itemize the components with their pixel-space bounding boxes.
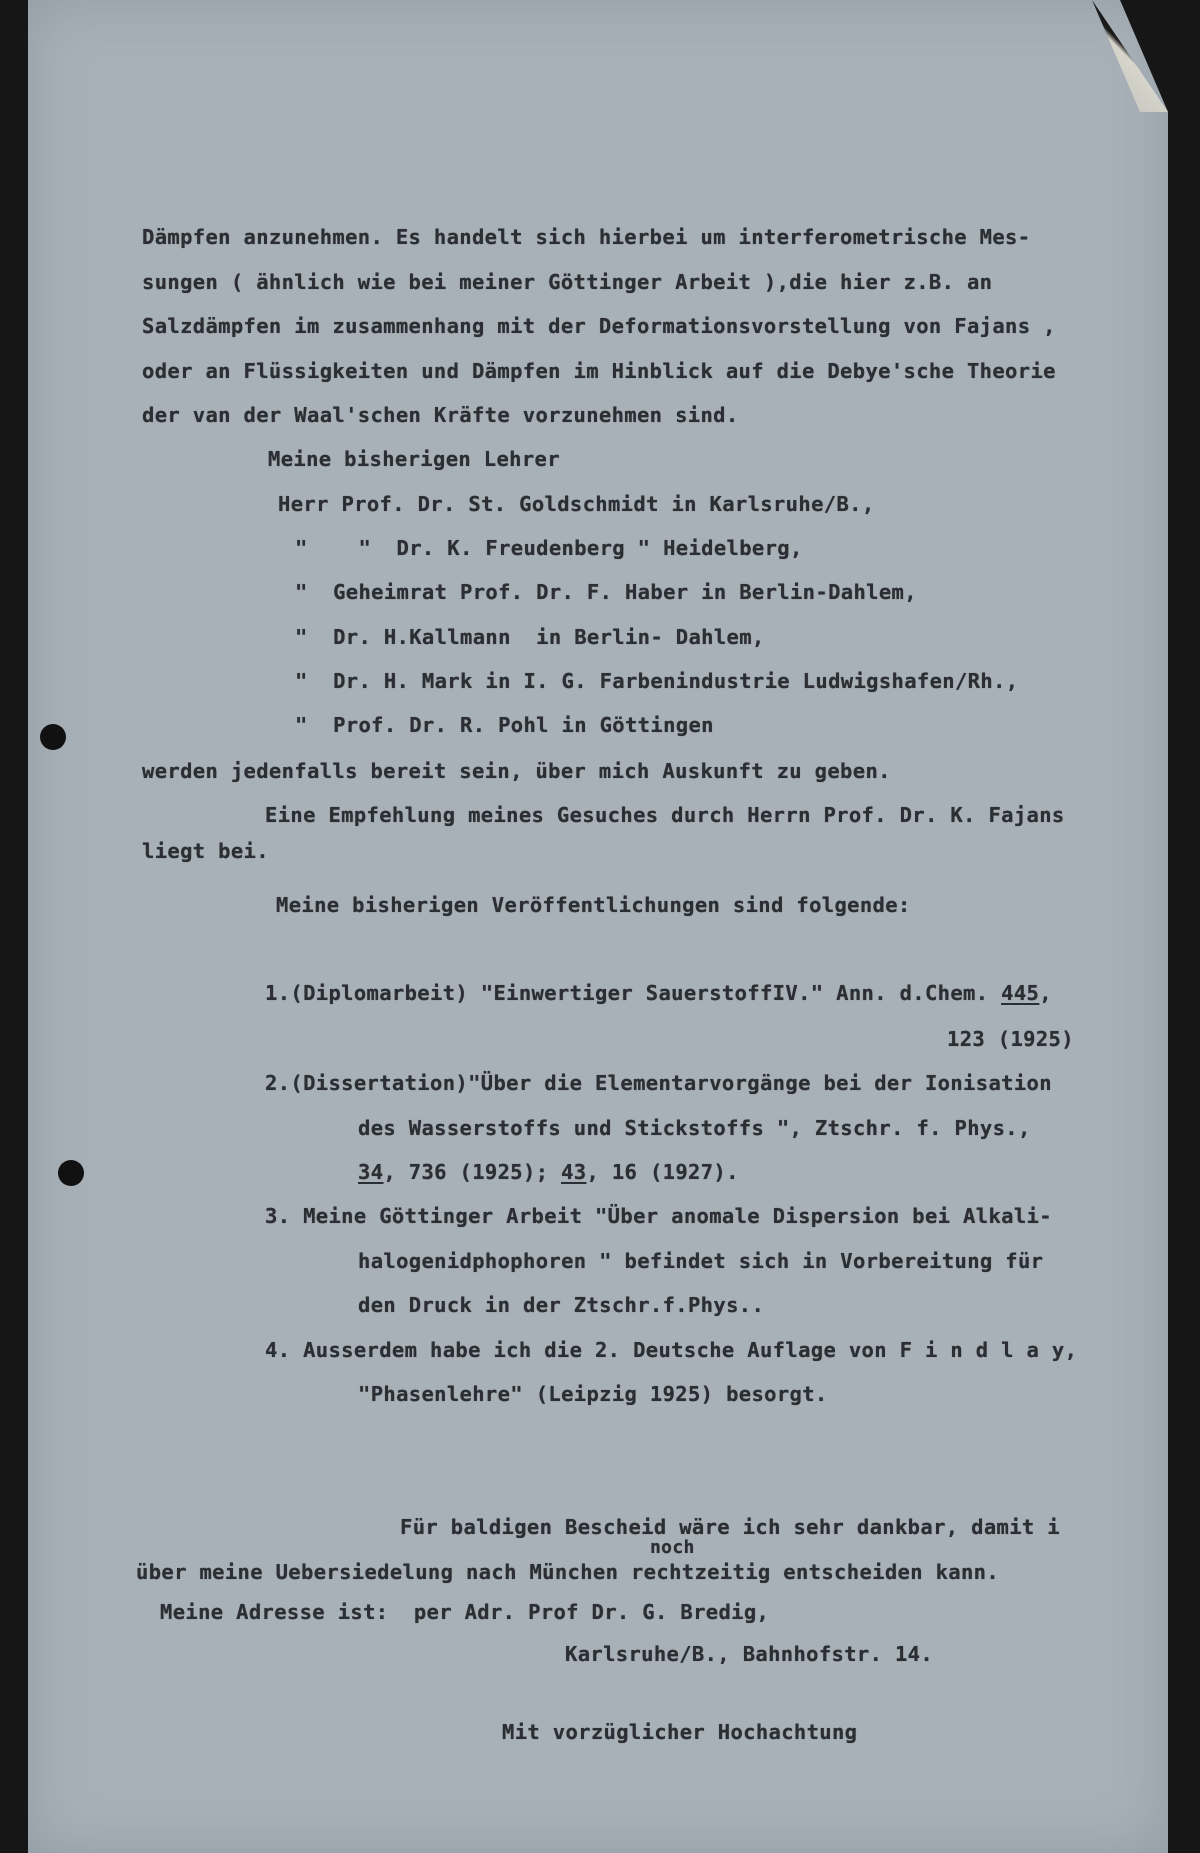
closing-line: über meine Uebersiedelung nach München rechtzeitig entscheiden kann. <box>136 1560 1000 1584</box>
inserted-word: noch <box>650 1537 695 1558</box>
address-line: Karlsruhe/B., Bahnhofstr. 14. <box>565 1642 934 1666</box>
teacher-item: " Prof. Dr. R. Pohl in Göttingen <box>295 713 714 737</box>
teacher-item: " " Dr. K. Freudenberg " Heidelberg, <box>295 536 803 560</box>
publication-2-line: des Wasserstoffs und Stickstoffs ", Ztschr. f. Phys., <box>358 1116 1031 1140</box>
text-line: der van der Waal'schen Kräfte vorzunehmen sind. <box>142 403 739 427</box>
publication-3-line: halogenidphophoren " befindet sich in Vorbereitung für <box>358 1249 1044 1273</box>
teacher-item: Herr Prof. Dr. St. Goldschmidt in Karlsruhe/B., <box>278 492 875 516</box>
publication-1: 1.(Diplomarbeit) "Einwertiger SauerstoffIV." Ann. d.Chem. 445, <box>265 981 1052 1005</box>
address-line: Meine Adresse ist: per Adr. Prof Dr. G. Bredig, <box>160 1600 770 1624</box>
publication-3: 3. Meine Göttinger Arbeit "Über anomale Dispersion bei Alkali- <box>265 1204 1052 1228</box>
text-line: Dämpfen anzunehmen. Es handelt sich hierbei um interferometrische Mes- <box>142 225 1031 249</box>
teachers-intro: Meine bisherigen Lehrer <box>268 447 560 471</box>
text-line: sungen ( ähnlich wie bei meiner Göttinger Arbeit ),die hier z.B. an <box>142 270 993 294</box>
volume-number: 445 <box>1001 981 1040 1005</box>
publications-intro: Meine bisherigen Veröffentlichungen sind folgende: <box>276 893 911 917</box>
teacher-item: " Dr. H. Mark in I. G. Farbenindustrie Ludwigshafen/Rh., <box>295 669 1019 693</box>
publication-4: 4. Ausserdem habe ich die 2. Deutsche Auflage von F i n d l a y, <box>265 1338 1078 1362</box>
teachers-close: werden jedenfalls bereit sein, über mich Auskunft zu geben. <box>142 759 891 783</box>
volume-number: 34 <box>358 1160 384 1184</box>
text-line: oder an Flüssigkeiten und Dämpfen im Hinblick auf die Debye'sche Theorie <box>142 359 1056 383</box>
publication-1-pages: 123 (1925) <box>947 1027 1074 1051</box>
publication-2: 2.(Dissertation)"Über die Elementarvorgänge bei der Ionisation <box>265 1071 1052 1095</box>
publication-3-line: den Druck in der Ztschr.f.Phys.. <box>358 1293 765 1317</box>
text-line: Eine Empfehlung meines Gesuches durch Herrn Prof. Dr. K. Fajans <box>265 803 1065 827</box>
closing-line: Für baldigen Bescheid wäre ich sehr dankbar, damit i <box>400 1515 1060 1539</box>
publication-4-line: "Phasenlehre" (Leipzig 1925) besorgt. <box>358 1382 828 1406</box>
publication-2-volumes: 34, 736 (1925); 43, 16 (1927). <box>358 1160 739 1184</box>
teacher-item: " Dr. H.Kallmann in Berlin- Dahlem, <box>295 625 765 649</box>
text-line: Salzdämpfen im zusammenhang mit der Deformationsvorstellung von Fajans , <box>142 314 1056 338</box>
punch-hole-bottom <box>58 1160 84 1186</box>
volume-number: 43 <box>561 1160 587 1184</box>
text-line: liegt bei. <box>142 839 269 863</box>
regards: Mit vorzüglicher Hochachtung <box>502 1720 858 1744</box>
teacher-item: " Geheimrat Prof. Dr. F. Haber in Berlin-Dahlem, <box>295 580 917 604</box>
punch-hole-top <box>40 724 66 750</box>
